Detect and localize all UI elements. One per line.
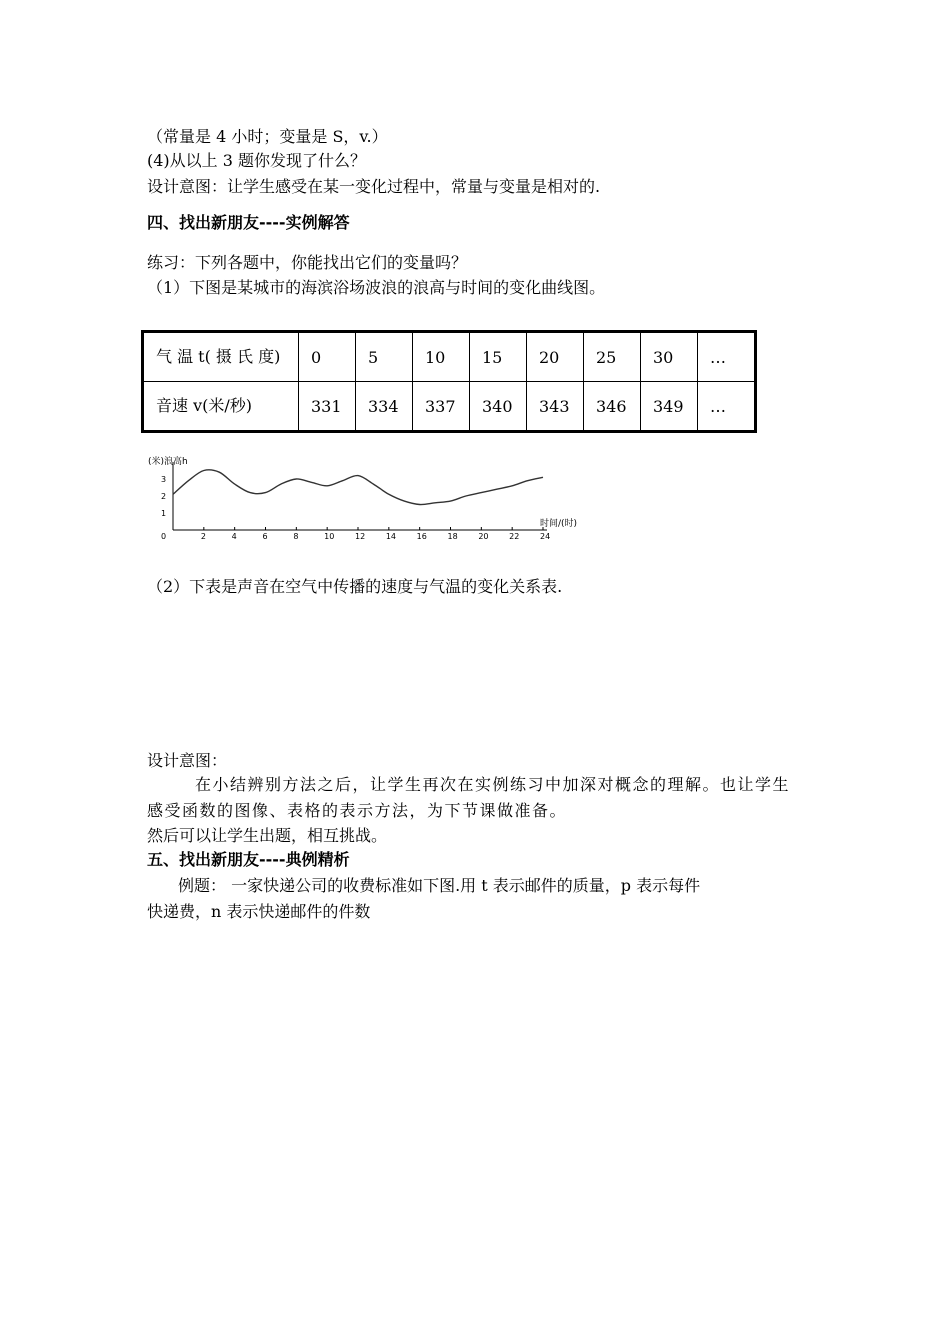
design-intent-1: 设计意图：让学生感受在某一变化过程中，常量与变量是相对的. [147, 177, 601, 196]
x-tick-label: 16 [416, 532, 427, 541]
temp-cell: 0 [299, 332, 356, 382]
speed-label: 音速 v(米/秒) [143, 382, 299, 432]
temp-cell: … [698, 332, 756, 382]
speed-cell: 346 [584, 382, 641, 432]
speed-cell: 331 [299, 382, 356, 432]
x-tick-label: 0 [161, 532, 167, 541]
challenge-note: 然后可以让学生出题，相互挑战。 [147, 826, 388, 845]
x-tick-label: 2 [200, 532, 206, 541]
x-tick-label: 18 [447, 532, 458, 541]
speed-cell: 340 [470, 382, 527, 432]
constants-note: （常量是 4 小时；变量是 S，v.） [147, 127, 388, 146]
exercise-1: （1）下图是某城市的海滨浴场波浪的浪高与时间的变化曲线图。 [147, 278, 606, 297]
design-intent-label: 设计意图： [147, 751, 228, 770]
table-row [143, 382, 756, 432]
x-axis-label: 时间/(时) [540, 519, 578, 529]
y-tick-label: 3 [161, 475, 167, 484]
y-axis-label: (米)浪高h [148, 457, 188, 467]
temp-cell: 20 [527, 332, 584, 382]
x-tick-label: 12 [355, 532, 366, 541]
section-5-heading: 五、找出新朋友----典例精析 [147, 850, 350, 869]
speed-cell: 349 [641, 382, 698, 432]
temp-cell: 5 [356, 332, 413, 382]
temp-cell: 15 [470, 332, 527, 382]
y-tick-label: 1 [161, 509, 167, 518]
x-tick-label: 4 [231, 532, 237, 541]
example-line-2: 快递费，n 表示快递邮件的件数 [147, 902, 371, 921]
x-tick-label: 6 [262, 532, 268, 541]
exercise-prompt: 练习：下列各题中，你能找出它们的变量吗？ [147, 253, 468, 272]
temp-cell: 30 [641, 332, 698, 382]
speed-cell: 343 [527, 382, 584, 432]
speed-cell: 337 [413, 382, 470, 432]
x-tick-label: 22 [509, 532, 520, 541]
x-tick-label: 10 [324, 532, 335, 541]
temp-label: 气 温 t( 摄 氏 度) [143, 332, 299, 382]
x-tick-label: 20 [478, 532, 489, 541]
section-4-heading: 四、找出新朋友----实例解答 [147, 213, 350, 232]
y-tick-label: 2 [161, 492, 167, 501]
design-intent-paragraph: 在小结辨别方法之后，让学生再次在实例练习中加深对概念的理解。也让学生感受函数的图像、表格的表示方法，为下节课做准备。 [147, 775, 791, 820]
speed-cell: … [698, 382, 756, 432]
wave-curve [173, 470, 543, 505]
temp-cell: 25 [584, 332, 641, 382]
wave-height-chart [145, 450, 595, 545]
sound-speed-table [141, 330, 757, 433]
temp-cell: 10 [413, 332, 470, 382]
table-row [143, 332, 756, 382]
x-tick-label: 24 [540, 532, 551, 541]
speed-cell: 334 [356, 382, 413, 432]
question-4: (4)从以上 3 题你发现了什么？ [147, 151, 367, 170]
x-tick-label: 14 [385, 532, 397, 541]
x-tick-label: 8 [293, 532, 299, 541]
exercise-2: （2）下表是声音在空气中传播的速度与气温的变化关系表. [147, 577, 563, 596]
example-line-1: 例题： 一家快递公司的收费标准如下图.用 t 表示邮件的质量，p 表示每件 [178, 876, 701, 895]
